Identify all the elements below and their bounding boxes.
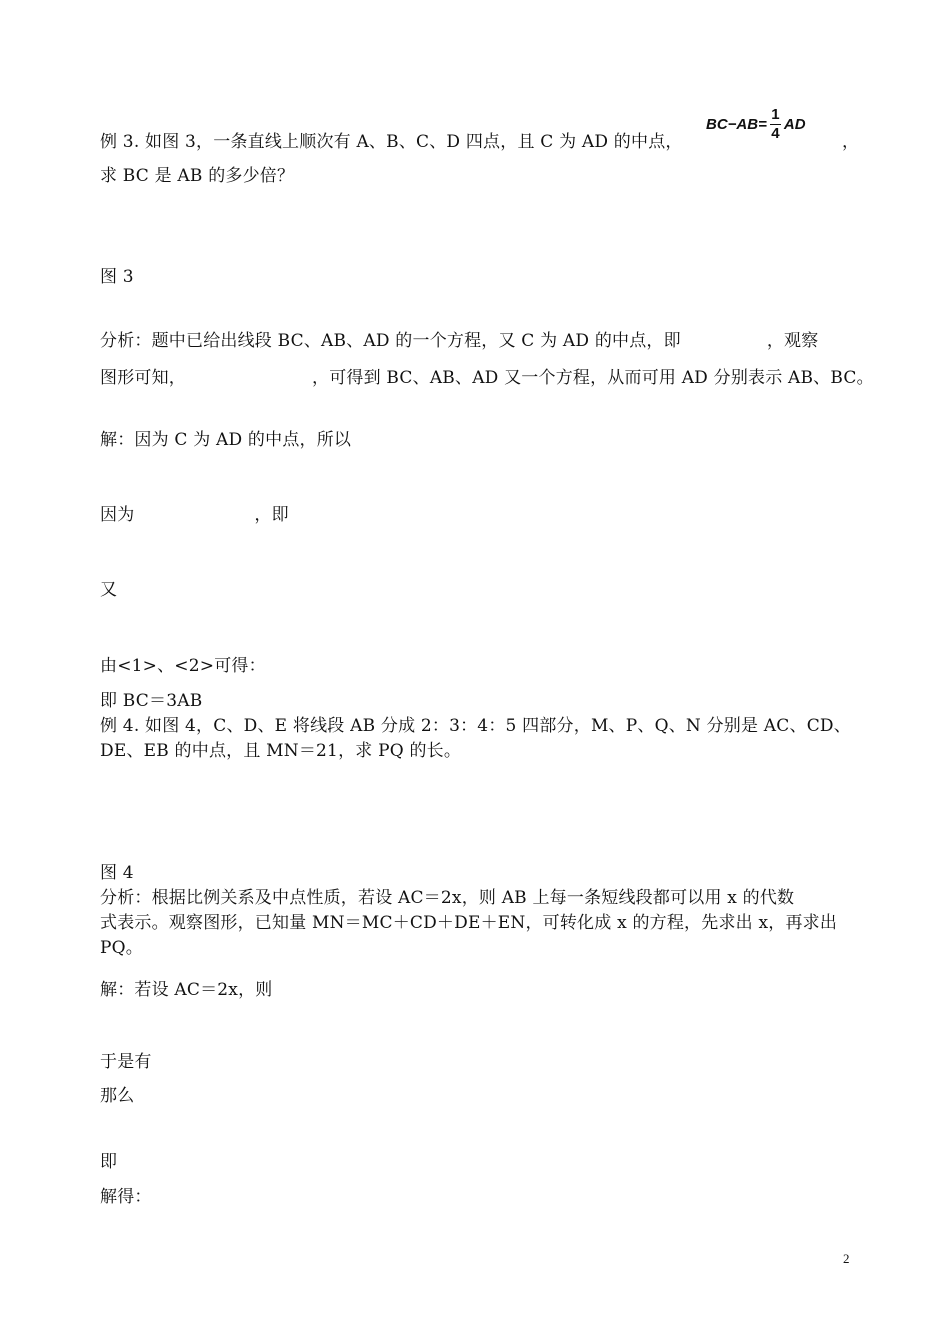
figure4-caption: 图 4 — [100, 863, 134, 883]
solution3-line1: 解：因为 C 为 AD 的中点，所以 — [100, 430, 352, 450]
fraction-denominator: 4 — [771, 124, 780, 142]
analysis3-line2 — [100, 366, 874, 390]
solution3-line2 — [100, 503, 289, 527]
analysis4-line2: 式表示。观察图形，已知量 MN＝MC＋CD＋DE＋EN，可转化成 x 的方程，先求出 x，再求出 — [100, 913, 838, 933]
formula-fraction — [770, 107, 781, 142]
analysis4-line3: PQ。 — [100, 938, 143, 958]
analysis3-line1-b: ，观察 — [766, 331, 819, 351]
fraction-numerator: 1 — [771, 105, 780, 123]
formula-right: AD — [783, 115, 806, 133]
analysis4-line1: 分析：根据比例关系及中点性质，若设 AC＝2x，则 AB 上每一条短线段都可以用 x 的代数 — [100, 888, 795, 908]
analysis3-line1-a: 分析：题中已给出线段 BC、AB、AD 的一个方程，又 C 为 AD 的中点，即 — [100, 331, 681, 351]
solution4-line4: 即 — [100, 1152, 118, 1172]
example4-line1: 例 4. 如图 4，C、D、E 将线段 AB 分成 2：3：4：5 四部分，M、P、Q、N 分别是 AC、CD、 — [100, 716, 851, 736]
analysis3-line2-b: ，可得到 BC、AB、AD 又一个方程，从而可用 AD 分别表示 AB、BC。 — [312, 368, 874, 388]
example4-line2: DE、EB 的中点，且 MN＝21，求 PQ 的长。 — [100, 741, 462, 761]
solution4-line3: 那么 — [100, 1086, 135, 1106]
solution4-line2: 于是有 — [100, 1052, 152, 1072]
solution3-line3: 又 — [100, 580, 118, 600]
solution3-line2-a: 因为 — [100, 505, 135, 525]
solution4-line1: 解：若设 AC＝2x，则 — [100, 980, 273, 1000]
example3-line2: 求 BC 是 AB 的多少倍？ — [100, 166, 295, 186]
solution3-line4: 由<1>、<2>可得： — [100, 656, 266, 676]
example3-line1: 例 3. 如图 3，一条直线上顺次有 A、B、C、D 四点，且 C 为 AD 的中点， — [100, 132, 683, 152]
figure3-caption: 图 3 — [100, 267, 134, 287]
example3-formula — [706, 104, 806, 144]
solution3-line2-b: ，即 — [254, 505, 289, 525]
page-number: 2 — [843, 1251, 850, 1266]
formula-trailing-comma: ， — [842, 132, 860, 152]
solution3-line5: 即 BC＝3AB — [100, 691, 203, 711]
analysis3-line2-a: 图形可知， — [100, 368, 186, 388]
solution4-line5: 解得： — [100, 1187, 152, 1207]
analysis3-line1 — [100, 329, 818, 353]
formula-left: BC−AB= — [706, 115, 767, 133]
